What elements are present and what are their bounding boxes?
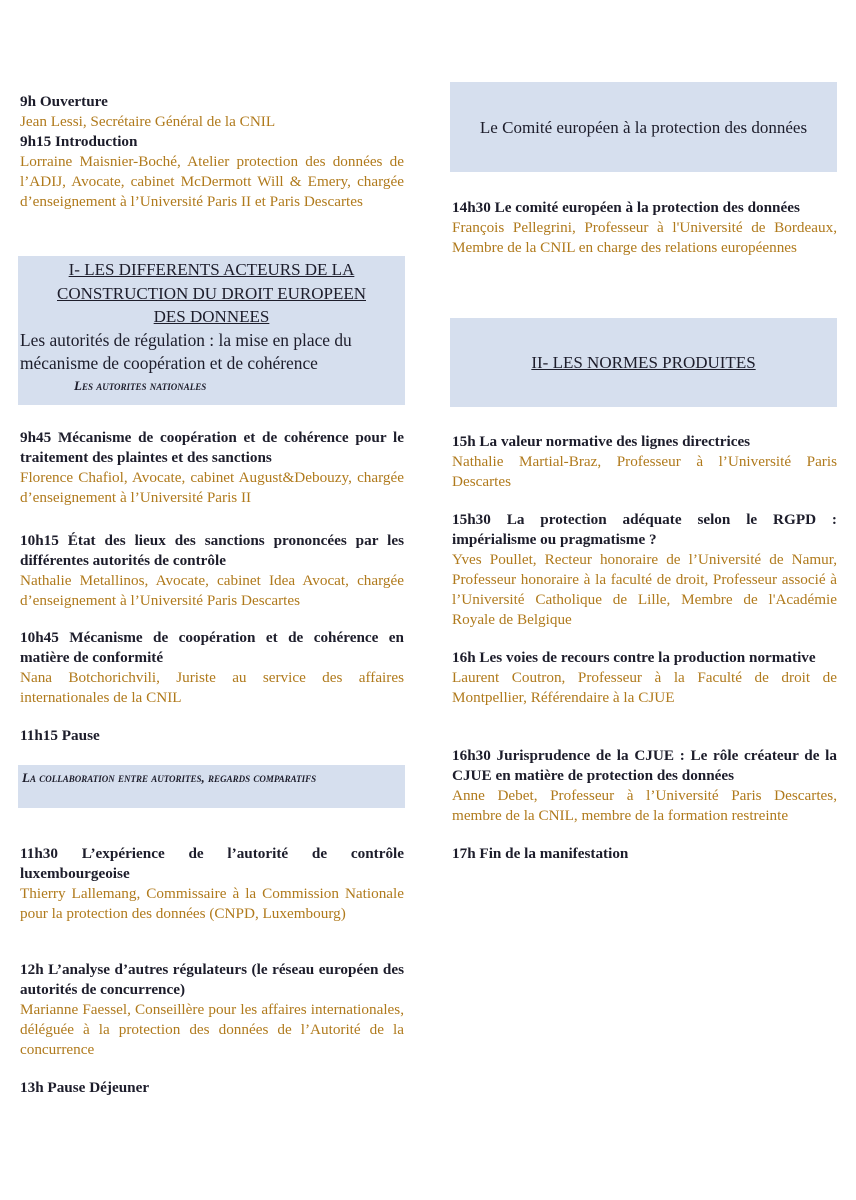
session-16h30	[452, 746, 837, 826]
session-opening	[20, 92, 404, 132]
session-speaker: Laurent Coutron, Professeur à la Faculté de droit de Montpellier, Référendaire à la CJUE	[452, 669, 837, 706]
session-14h30	[452, 198, 837, 258]
session-15h	[452, 432, 837, 492]
session-title: 11h30 L’expérience de l’autorité de contrôle luxembourgeoise	[20, 845, 404, 882]
section-1-header	[18, 256, 405, 405]
session-12h	[20, 960, 404, 1060]
committee-title: Le Comité européen à la protection des données	[479, 118, 808, 137]
session-speaker: Nathalie Martial-Braz, Professeur à l’Université Paris Descartes	[452, 453, 837, 490]
session-title: 12h L’analyse d’autres régulateurs (le réseau européen des autorités de concurrence)	[20, 961, 404, 998]
session-title: 13h Pause Déjeuner	[20, 1079, 150, 1096]
session-end	[452, 844, 837, 864]
session-11h30	[20, 844, 404, 924]
session-speaker: Nana Botchorichvili, Juriste au service des affaires internationales de la CNIL	[20, 669, 404, 706]
session-title: 9h15 Introduction	[20, 133, 138, 150]
section-1-subtitle: Les autorités de régulation : la mise en place du mécanisme de coopération et de cohérence	[20, 329, 352, 373]
session-lunch	[20, 1078, 404, 1098]
session-title: 15h La valeur normative des lignes directrices	[452, 433, 751, 450]
session-introduction	[20, 132, 404, 212]
subsection-collaboration-header	[18, 765, 405, 808]
session-speaker: François Pellegrini, Professeur à l'Université de Bordeaux, Membre de la CNIL en charge des relations européennes	[452, 219, 837, 256]
session-pause	[20, 726, 404, 746]
session-speaker: Nathalie Metallinos, Avocate, cabinet Idea Avocat, chargée d’enseignement à l’Université Paris Descartes	[20, 572, 404, 609]
session-10h45	[20, 628, 404, 708]
session-title: 9h Ouverture	[20, 93, 108, 110]
session-9h45	[20, 428, 404, 508]
session-title: 16h30 Jurisprudence de la CJUE : Le rôle créateur de la CJUE en matière de protection des données	[452, 747, 837, 784]
session-title: 14h30 Le comité européen à la protection des données	[452, 199, 800, 216]
section-1-heading: I- LES DIFFERENTS ACTEURS DE LA CONSTRUCTION DU DROIT EUROPEEN DES DONNEES	[57, 260, 366, 326]
session-speaker: Anne Debet, Professeur à l’Université Paris Descartes, membre de la CNIL, membre de la formation restreinte	[452, 787, 837, 824]
session-speaker: Thierry Lallemang, Commissaire à la Commission Nationale pour la protection des données (CNPD, Luxembourg)	[20, 885, 404, 922]
committee-header	[450, 82, 837, 172]
section-2-header	[450, 318, 837, 407]
session-title: 10h15 État des lieux des sanctions prononcées par les différentes autorités de contrôle	[20, 532, 404, 569]
session-title: 16h Les voies de recours contre la production normative	[452, 649, 816, 666]
session-title: 15h30 La protection adéquate selon le RGPD : impérialisme ou pragmatisme ?	[452, 511, 837, 548]
session-speaker: Marianne Faessel, Conseillère pour les affaires internationales, déléguée à la protection des données de l’Autorité de la concurrence	[20, 1001, 404, 1058]
session-speaker: Lorraine Maisnier-Boché, Atelier protection des données de l’ADIJ, Avocate, cabinet McDermott Will & Emery, chargée d’enseignement à l’Université Paris II et Paris Descartes	[20, 153, 404, 210]
session-16h	[452, 648, 837, 708]
subsection-national-authorities: Les autorites nationales	[74, 377, 207, 393]
session-title: 10h45 Mécanisme de coopération et de cohérence en matière de conformité	[20, 629, 404, 666]
session-speaker: Florence Chafiol, Avocate, cabinet August&Debouzy, chargée d’enseignement à l’Université Paris II	[20, 469, 404, 506]
session-15h30	[452, 510, 837, 630]
section-2-heading: II- LES NORMES PRODUITES	[531, 353, 756, 372]
session-speaker: Yves Poullet, Recteur honoraire de l’Université de Namur, Professeur honoraire à la faculté de droit, Professeur associé à l’Université Catholique de Lille, Membre de l'Académie Royale de Belgique	[452, 551, 837, 628]
session-title: 11h15 Pause	[20, 727, 100, 744]
session-10h15	[20, 531, 404, 611]
subsection-collaboration: La collaboration entre autorites, regards comparatifs	[22, 770, 317, 785]
session-title: 17h Fin de la manifestation	[452, 845, 629, 862]
session-speaker: Jean Lessi, Secrétaire Général de la CNIL	[20, 113, 276, 130]
session-title: 9h45 Mécanisme de coopération et de cohérence pour le traitement des plaintes et des sanctions	[20, 429, 404, 466]
